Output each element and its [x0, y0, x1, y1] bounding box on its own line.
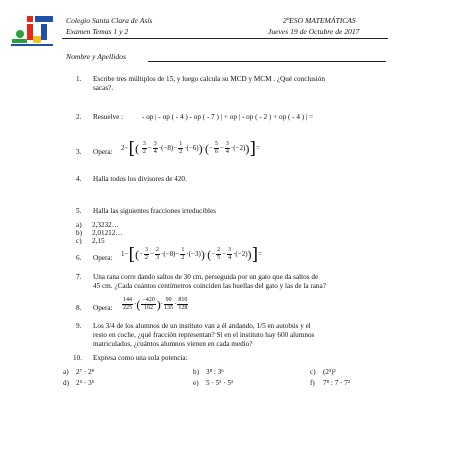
q9-text-line1: Los 3/4 de los alumnos de un instituto van a él andando, 1/5 en autobús y el: [93, 322, 311, 330]
q9-text-line3: matriculados, ¿cuántos alumnos vienen en cada medio?: [93, 340, 253, 348]
q6-expression: 1−[(− $\frac{3}{2}$ − $\frac{2}{3}$ ·(−8)− $\frac{1}{2}$ ·(−3))·(− $\frac{2}{5}$ − $\frac{3}{4}$ ·(−2))]=: [121, 244, 263, 265]
q10-item-e-label: e): [193, 379, 199, 387]
q3-term: 2−: [121, 144, 129, 153]
q3-number: 3.: [76, 148, 82, 156]
course-title: 2ºESO MATEMÁTICAS: [283, 16, 356, 25]
q2-number: 2.: [76, 113, 82, 121]
q10-item-f-label: f): [310, 379, 315, 387]
q10-item-b-label: b): [193, 368, 199, 376]
exam-date: Jueves 19 de Octubre de 2017: [268, 27, 360, 36]
q4-text: Halla todos los divisores de 420.: [93, 175, 187, 183]
q5-item-c: 2,15: [92, 237, 105, 245]
q4-number: 4.: [76, 175, 82, 183]
q1-number: 1.: [76, 75, 82, 83]
q5-item-c-label: c): [76, 237, 82, 245]
q3-expression: 2−[( $\frac{3}{2}$ − $\frac{3}{4}$ ·(−8)− $\frac{1}{2}$ ·(−6))·(− $\frac{5}{6}$ − $\frac{3}{4}$ ·(−2))]=: [121, 138, 260, 159]
q10-item-d: 2⁵ · 3⁵: [76, 379, 95, 387]
q10-item-b: 3⁸ : 3⁶: [206, 368, 224, 376]
q5-number: 5.: [76, 207, 82, 215]
q8-label: Opera:: [93, 304, 113, 312]
q3-label: Opera:: [93, 148, 113, 156]
q10-text: Expresa como una sola potencia:: [93, 354, 188, 362]
q1-text-line2: sacas?.: [93, 84, 114, 92]
q7-number: 7.: [76, 273, 82, 281]
q10-item-a-label: a): [63, 368, 69, 376]
q5-text: Halla las siguientes fracciones irreducibles: [93, 207, 216, 215]
q10-item-e: 5 · 5² · 5³: [206, 379, 234, 387]
q8-number: 8.: [76, 304, 82, 312]
q10-item-d-label: d): [63, 379, 69, 387]
q10-item-f: 7⁸ : 7 · 7²: [323, 379, 351, 387]
q9-text-line2: resto en coche, ¿qué fracción representan? Si en el instituto hay 600 alumnos: [93, 331, 315, 339]
q6-number: 6.: [76, 254, 82, 262]
name-label: Nombre y Apellidos: [66, 52, 126, 61]
q1-text-line1: Escribe tres múltiplos de 15, y luego calcula su MCD y MCM . ¿Qué conclusión: [93, 75, 325, 83]
q10-number: 10.: [73, 354, 82, 362]
name-line[interactable]: [148, 61, 386, 62]
school-logo-icon: [8, 14, 56, 50]
q5-item-b-label: b): [76, 229, 82, 237]
q7-text-line2: 45 cm. ¿Cada cuántos centímetros coinciden las huellas del gato y las de la rana?: [93, 282, 326, 290]
q9-number: 9.: [76, 322, 82, 330]
q5-item-b: 2,01212…: [92, 229, 123, 237]
q8-expression: $\frac{144}{225}$ ·( $\frac{-420}{162}$ )· $\frac{90}{135}$ · $\frac{810}{128}$: [123, 297, 188, 312]
q2-expression: - op | - op ( - 4 ) - op ( - 7 ) | + op | - op ( - 2 ) + op ( - 4 ) | =: [142, 113, 314, 121]
q10-item-a: 2⁷ · 2⁸: [76, 368, 95, 376]
q5-item-a-label: a): [76, 221, 82, 229]
header-rule: [62, 38, 388, 39]
q6-label: Opera:: [93, 254, 113, 262]
q5-item-a: 2,3232…: [92, 221, 119, 229]
q10-item-c-label: c): [310, 368, 316, 376]
q7-text-line1: Una rana corre dando saltos de 30 cm, perseguida por un gato que da saltos de: [93, 273, 319, 281]
school-name: Colegio Santa Clara de Asís: [66, 16, 153, 25]
q2-label: Resuelve :: [93, 113, 124, 121]
q10-item-c: (2³)²: [323, 368, 336, 376]
exam-title: Examen Temas 1 y 2: [66, 27, 129, 36]
